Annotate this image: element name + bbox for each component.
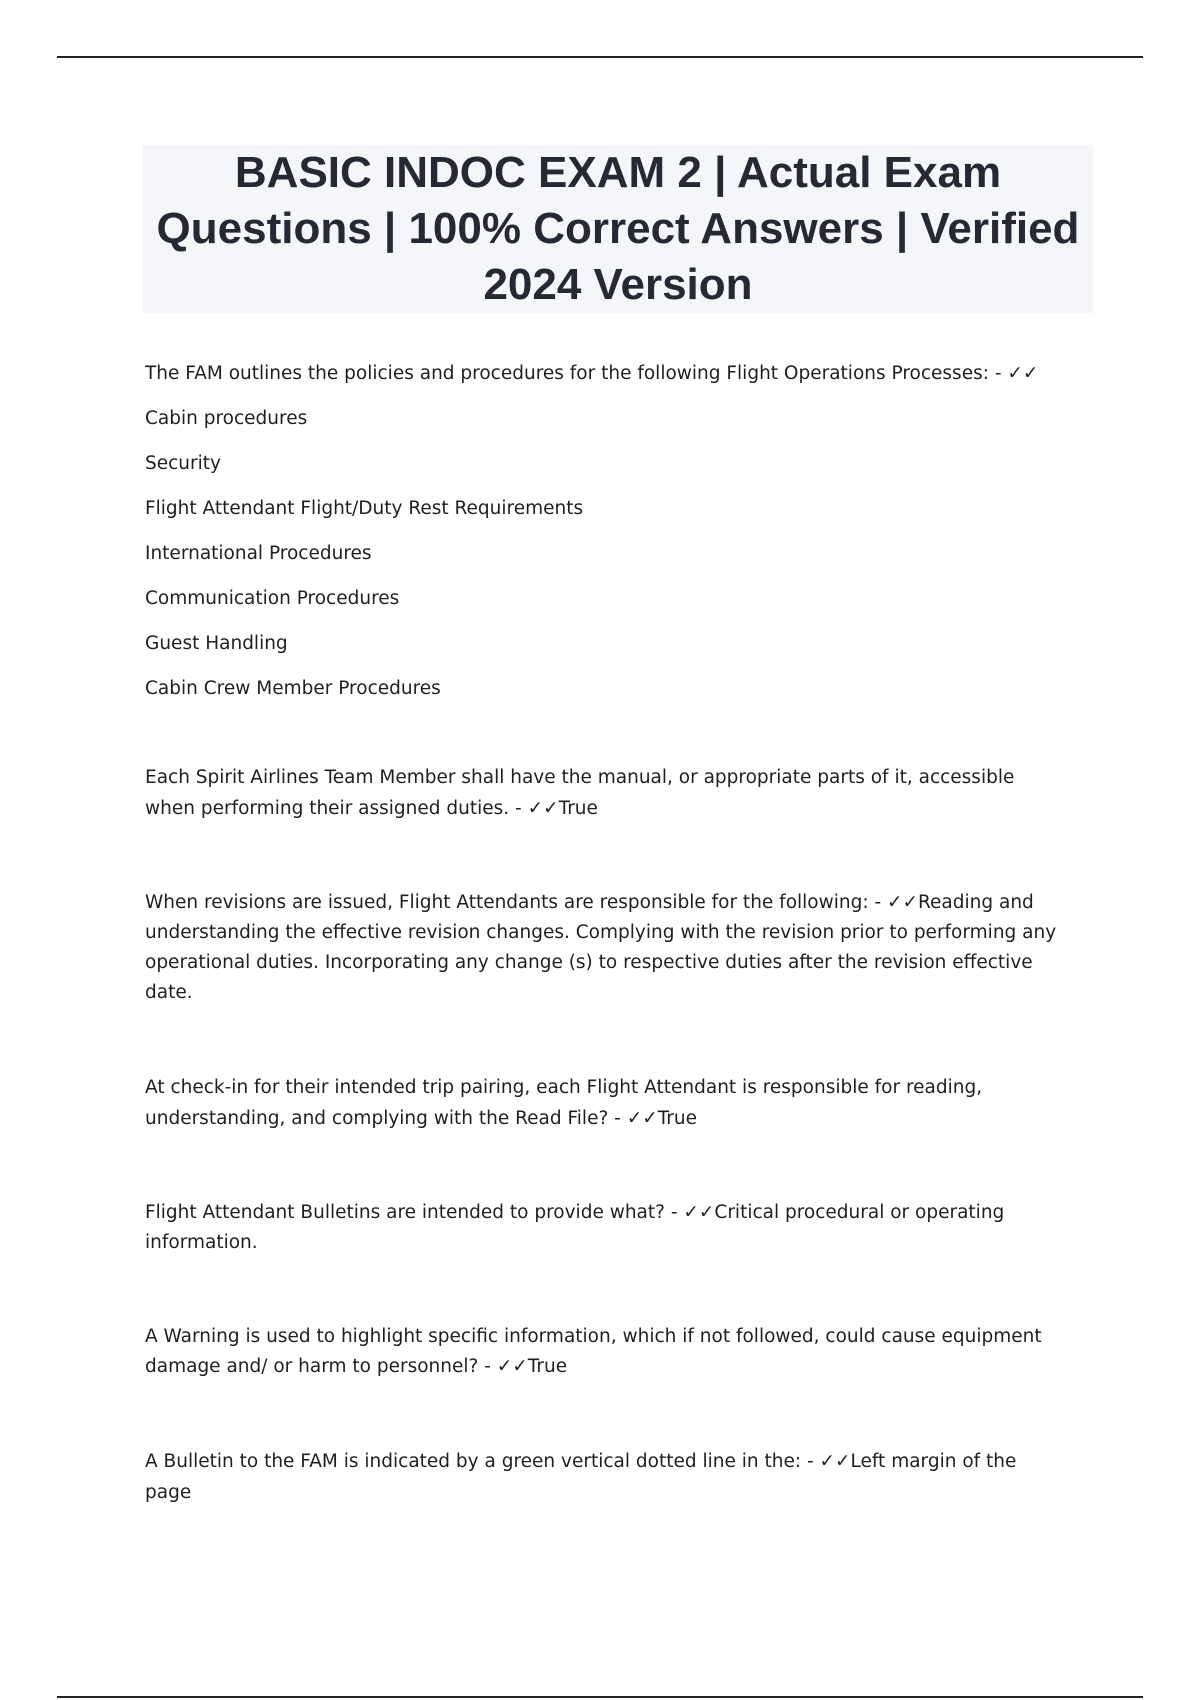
process-list (145, 403, 1065, 704)
list-item: Communication Procedures (145, 588, 400, 609)
bottom-rule (57, 1696, 1143, 1698)
qa-item: A Warning is used to highlight specific information, which if not followed, could cause equipment damage and/ or harm to personnel? - ✓✓True (145, 1326, 1042, 1377)
qa-item: Each Spirit Airlines Team Member shall have the manual, or appropriate parts of it, accessible when performing their assigned duties. - ✓✓True (145, 767, 1015, 819)
list-item: International Procedures (145, 543, 372, 564)
qa-item: When revisions are issued, Flight Attendants are responsible for the following: - ✓✓Reading and understanding the effective revision changes. Complying with the revision prior to performing any operational duties. Incorporating any change (s) to respective duties after the revision effective date. (145, 892, 1057, 1003)
list-item: Guest Handling (145, 633, 288, 654)
list-item: Cabin procedures (145, 408, 308, 429)
qa-item: Flight Attendant Bulletins are intended to provide what? - ✓✓Critical procedural or operating information. (145, 1202, 1005, 1253)
document-title: BASIC INDOC EXAM 2 | Actual Exam Questions | 100% Correct Answers | Verified 2024 Version (156, 148, 1080, 309)
document-body (145, 358, 1065, 1508)
list-item: Cabin Crew Member Procedures (145, 678, 441, 699)
list-item: Flight Attendant Flight/Duty Rest Requirements (145, 498, 584, 519)
question-text: The FAM outlines the policies and procedures for the following Flight Operations Processes: - ✓✓ (145, 363, 1039, 384)
qa-item: At check-in for their intended trip pairing, each Flight Attendant is responsible for reading, understanding, and complying with the Read File? - ✓✓True (145, 1077, 983, 1129)
list-item: Security (145, 453, 221, 474)
qa-item: A Bulletin to the FAM is indicated by a green vertical dotted line in the: - ✓✓Left margin of the page (145, 1451, 1017, 1503)
top-rule (57, 56, 1143, 58)
title-banner (143, 145, 1093, 313)
